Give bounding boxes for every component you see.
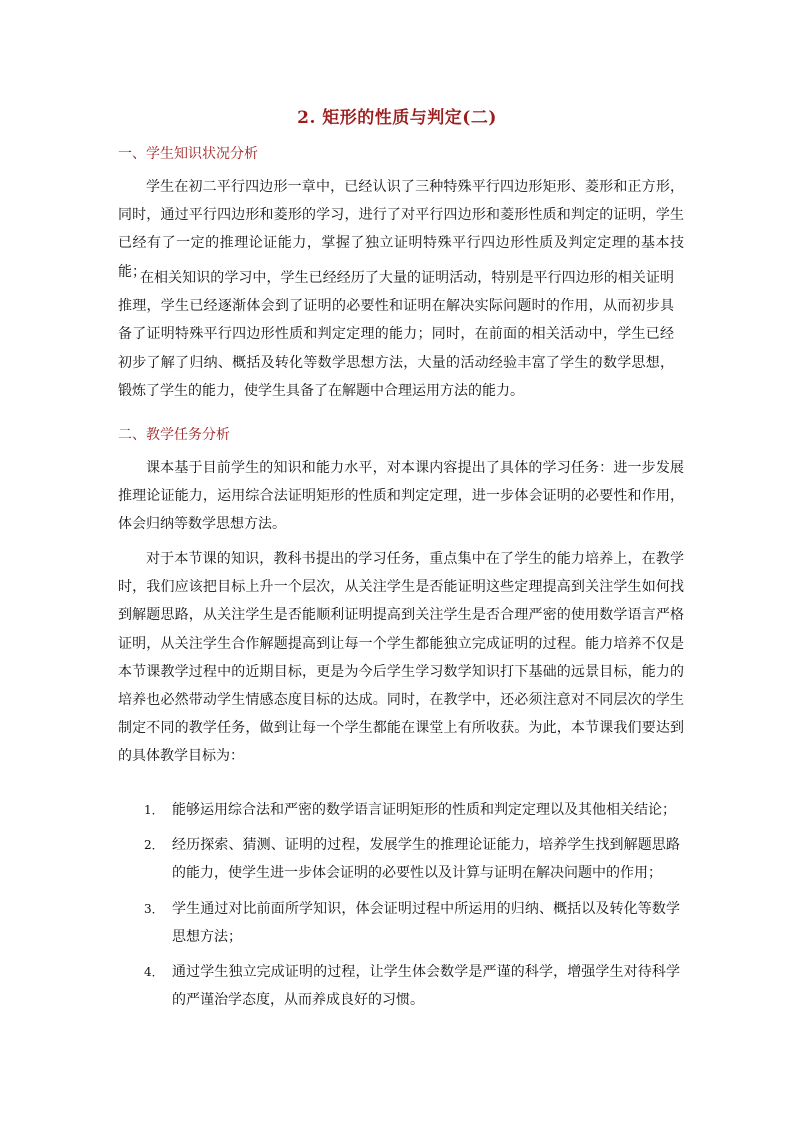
section-heading-knowledge-analysis: 一、学生知识状况分析 bbox=[118, 146, 258, 162]
list-item-text: 学生通过对比前面所学知识，体会证明过程中所运用的归纳、概括以及转化等数学思想方法； bbox=[172, 900, 680, 945]
paragraph: 课本基于目前学生的知识和能力水平，对本课内容提出了具体的学习任务：进一步发展推理论证能力，运用综合法证明矩形的性质和判定定理，进一步体会证明的必要性和作用，体会归纳等数学思想方法。 bbox=[118, 460, 684, 533]
list-item bbox=[144, 895, 680, 951]
list-item-text: 经历探索、猜测、证明的过程，发展学生的推理论证能力，培养学生找到解题思路的能力，使学生进一步体会证明的必要性以及计算与证明在解决问题中的作用； bbox=[172, 837, 680, 882]
paragraph: 在相关知识的学习中，学生已经经历了大量的证明活动，特别是平行四边形的相关证明推理，学生已经逐渐体会到了证明的必要性和证明在解决实际问题时的作用，从而初步具备了证明特殊平行四边形性质和判定定理的能力；同时，在前面的相关活动中，学生已经初步了解了归纳、概括及转化等数学思想方法，大量的活动经验丰富了学生的数学思想，锻炼了学生的能力，使学生具备了在解题中合理运用方法的能力。 bbox=[118, 270, 674, 399]
paragraph: 对于本节课的知识，教科书提出的学习任务，重点集中在了学生的能力培养上，在教学时，我们应该把目标上升一个层次，从关注学生是否能证明这些定理提高到关注学生如何找到解题思路，从关注学生是否能顺利证明提高到关注学生是否合理严密的使用数学语言严格证明，从关注学生合作解题提高到让每一个学生都能独立完成证明的过程。能力培养不仅是本节课教学过程中的近期目标，更是为今后学生学习数学知识打下基础的远景目标，能力的培养也必然带动学生情感态度目标的达成。同时，在教学中，还必须注意对不同层次的学生制定不同的教学任务，做到让每一个学生都能在课堂上有所收获。为此，本节课我们要达到的具体教学目标为： bbox=[118, 551, 684, 765]
section-heading-task-analysis: 二、教学任务分析 bbox=[118, 427, 230, 443]
list-item-number: 1． bbox=[144, 803, 164, 817]
document-title: 2. 矩形的性质与判定(二) bbox=[297, 108, 497, 128]
list-item-text: 能够运用综合法和严密的数学语言证明矩形的性质和判定定理以及其他相关结论； bbox=[172, 802, 676, 818]
paragraph: 学生在初二平行四边形一章中，已经认识了三种特殊平行四边形矩形、菱形和正方形，同时，通过平行四边形和菱形的学习，进行了对平行四边形和菱形性质和判定的证明，学生已经有了一定的推理论证能力，掌握了独立证明特殊平行四边形性质及判定定理的基本技能； bbox=[118, 179, 684, 280]
list-item-number: 2． bbox=[144, 838, 164, 853]
list-item-text: 通过学生独立完成证明的过程，让学生体会数学是严谨的科学，增强学生对待科学的严谨治学态度，从而养成良好的习惯。 bbox=[172, 964, 680, 1009]
list-item bbox=[144, 958, 680, 1014]
list-item-number: 3． bbox=[144, 901, 164, 916]
list-item bbox=[144, 796, 680, 824]
teaching-goals-list bbox=[144, 796, 680, 1021]
list-item-number: 4． bbox=[144, 965, 164, 980]
list-item bbox=[144, 831, 680, 887]
